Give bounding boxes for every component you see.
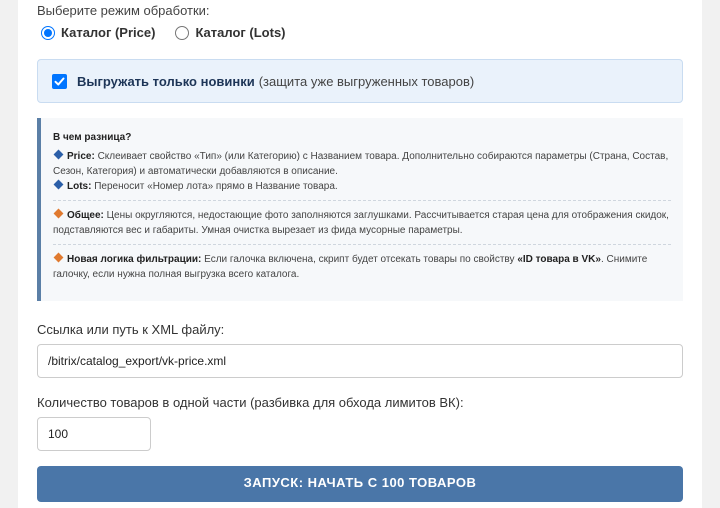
- info-filter-term: Новая логика фильтрации:: [67, 254, 202, 265]
- new-only-hint: (защита уже выгруженных товаров): [258, 73, 475, 89]
- info-lots: [53, 179, 671, 194]
- info-price-term: Price:: [67, 151, 95, 162]
- info-price-text: Склеивает свойство «Тип» (или Категорию) с Названием товара. Дополнительно собираются параметры (Страна, Состав, Сезон, Категория) и автоматически добавляются в описание.: [53, 151, 669, 177]
- radio-option-price[interactable]: [41, 25, 155, 40]
- info-panel: [37, 118, 683, 301]
- info-price: [53, 149, 671, 179]
- diamond-icon: [54, 180, 64, 190]
- checkmark-icon: [54, 76, 65, 87]
- info-lots-text: Переносит «Номер лота» прямо в Название товара.: [94, 181, 338, 192]
- radio-option-lots[interactable]: [175, 25, 285, 40]
- new-only-box[interactable]: [37, 59, 683, 103]
- info-filter-prop: «ID товара в VK»: [517, 254, 601, 265]
- new-only-label: Выгружать только новинки: [77, 73, 255, 89]
- mode-label: Выберите режим обработки:: [37, 3, 210, 18]
- start-button[interactable]: ЗАПУСК: НАЧАТЬ С 100 ТОВАРОВ: [37, 466, 683, 502]
- info-heading: В чем разница?: [53, 132, 132, 143]
- chunk-size-input[interactable]: [37, 417, 151, 451]
- info-filter-text-2: . Снимите галочку, если нужна полная выгрузка всего каталога.: [53, 254, 648, 280]
- radio-price[interactable]: [41, 26, 55, 40]
- radio-lots[interactable]: [175, 26, 189, 40]
- radio-lots-label: Каталог (Lots): [195, 25, 286, 40]
- info-common: [53, 208, 671, 238]
- chunk-size-label: Количество товаров в одной части (разбивка для обхода лимитов ВК):: [37, 395, 464, 410]
- mode-radio-group: [41, 25, 286, 40]
- diamond-icon: [54, 253, 64, 263]
- xml-path-label: Ссылка или путь к XML файлу:: [37, 322, 225, 337]
- xml-path-input[interactable]: [37, 344, 683, 378]
- info-filter-text-1: Если галочка включена, скрипт будет отсекать товары по свойству: [204, 254, 515, 265]
- new-only-checkbox[interactable]: [52, 74, 67, 89]
- diamond-icon: [54, 209, 64, 219]
- info-common-text: Цены округляются, недостающие фото заполняются заглушками. Рассчитывается старая цена для отображения скидок, подставляются вес и габариты. Умная очистка вырезает из фида мусорные параметры.: [53, 210, 669, 236]
- info-divider: [53, 200, 671, 201]
- info-filter: [53, 252, 671, 282]
- info-lots-term: Lots:: [67, 181, 92, 192]
- info-common-term: Общее:: [67, 210, 104, 221]
- info-divider: [53, 244, 671, 245]
- diamond-icon: [54, 150, 64, 160]
- radio-price-label: Каталог (Price): [61, 25, 156, 40]
